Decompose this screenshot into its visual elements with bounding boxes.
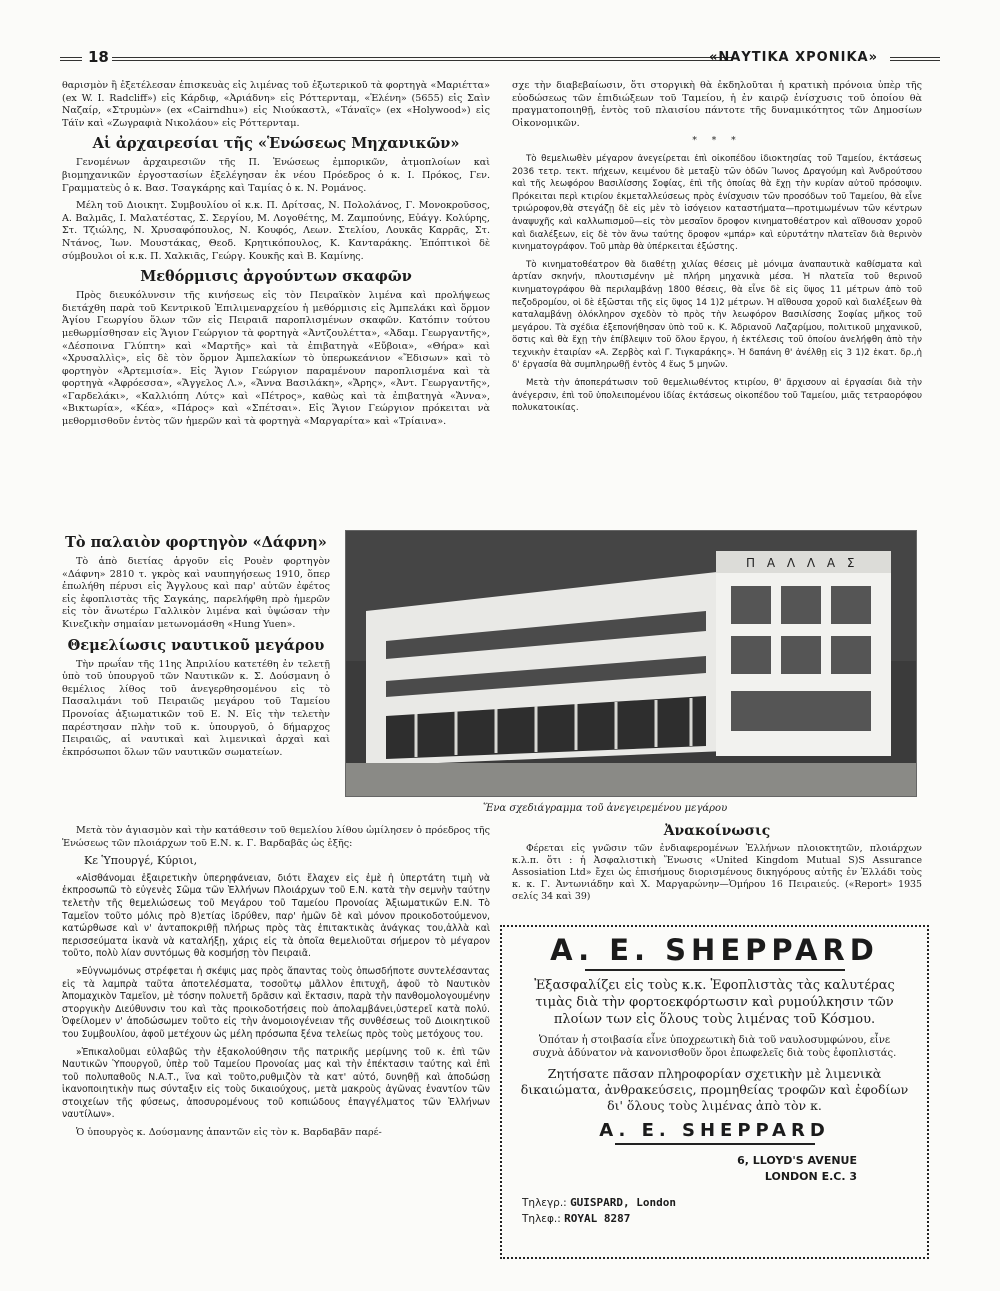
ad-text-2: Ὁπόταν ἡ στοιβασία εἶνε ὑποχρεωτικὴ διὰ τοῦ ναυλοσυμφώνου, εἶνε συχνὰ ἀδύνατον νὰ κανονισθοῦν ὅροι ἐπωφελεῖς διὰ τοὺς ἐφοπλιστάς. — [532, 1035, 897, 1059]
relocation-paragraph: Πρὸς διευκόλυνσιν τῆς κινήσεως εἰς τὸν Πειραϊκὸν λιμένα καὶ προλήψεως διετάχθη παρὰ τοῦ Κεντρικοῦ Ἐπιλιμεναρχείου ἡ μεθόρμισις εἰς Ἀμπελάκι καὶ ὅρμον Ἁγίου Γεωργίου ὅλων τῶν εἰς Πειραιᾶ παροπλισμένων σκαφῶν. Κατόπιν τούτου μεθωρμίσθησαν εἰς Ἅγιον Γεώργιον τὰ φορτηγὰ «Ἀντζουλέττα», «Ἀδαμ. Γεωργαντῆς», «Δέσποινα Γλύπτη» καὶ «Μαρτῆς» καὶ τὰ ἐπιβατηγὰ «Εὔβοια», «Θήρα» καὶ «Χρυσαλλὶς», εἰς δὲ τὸν ὅρμον Ἀμπελακίων τὸ ὑπερωκεάνιον «Ἔδισων» καὶ τὸ φορτηγὸν «Ἀρτεμισία». Εἰς Ἅγιον Γεώργιον παραμένουν παροπλισμένα καὶ τὰ φορτηγὰ «Ἀφρόεσσα», «Ἄγγελος Λ.», «Ἄννα Βασιλάκη», «Ἄρης», «Ἀντ. Γεωργαντῆς», «Γαρδελάκι», «Καλλιόπη Λύτς» καὶ «Πέτρος», καθὼς καὶ τὰ ἐπιβατηγὰ «Ἄννα», «Βικτωρία», «Κέα», «Πάρος» καὶ «Σπέτσαι». Εἰς Ἅγιον Γεώργιον πρόκειται νὰ μεθορμισθοῦν ἐντὸς τῶν ἡμερῶν καὶ τὰ φορτηγὰ «Μαργαρίτα» καὶ «Τρίαινα». — [62, 290, 490, 428]
building-drawing — [346, 531, 916, 796]
right-paragraph-1: σχε τὴν διαβεβαίωσιν, ὅτι στοργικὴ θὰ ἐκδηλοῦται ἡ κρατικὴ πρόνοια ὑπὲρ τῆς εὐοδώσεως τῶν ἐπιδιώξεων τοῦ Ταμείου, ἡ ἐν καιρῷ ἐνίσχυσις τοῦ ὁποίου θὰ πραγματοποιηθῇ, ἐντὸς τοῦ πλαισίου πάντοτε τῆς δυναμικότητος τῶν Δημοσίων Οἰκονομικῶν. — [512, 80, 922, 129]
announcement-block — [512, 822, 922, 908]
dafni-paragraph: Τὸ ἀπὸ διετίας ἀργοῦν εἰς Ρουὲν φορτηγὸν «Δάφνη» 2810 τ. γκρὸς καὶ ναυπηγήσεως 1910, ὅπερ ἐπωλήθη πέρυσι εἰς Ἄγγλους καὶ παρ' αὐτῶν ἐφέτος εἰς ἐφοπλιστὰς τῆς Σαγκάης, παρελήφθη πρὸ ἡμερῶν εἰς τὸν ἄνωτέρω Γαλλικὸν λιμένα καὶ ὑψώσαν τὴν Κινεζικὴν σημαίαν μετωνομάσθη «Hung Yuen». — [62, 556, 330, 630]
page-header — [60, 48, 940, 68]
ad-text-1: Ἐξασφαλίζει εἰς τοὺς κ.κ. Ἐφοπλιστὰς τὰς καλυτέρας τιμὰς διὰ τὴν φορτοεκφόρτωσιν καὶ ρυμούλκησιν τῶν πλοίων των εἰς ὅλους τοὺς λιμένας τοῦ Κόσμου. — [534, 978, 895, 1027]
ad-divider-2 — [615, 1143, 815, 1145]
heading-ship-relocation: Μεθόρμισις ἀργούντων σκαφῶν — [140, 268, 412, 286]
journal-title: «ΝΑΥΤΙΚΑ ΧΡΟΝΙΚΑ» — [709, 50, 878, 65]
sheppard-advertisement — [500, 925, 929, 1259]
ad-address — [502, 1153, 927, 1185]
ad-phone-label: Τηλεφ.: — [522, 1213, 561, 1225]
left-column-bottom — [62, 825, 490, 1145]
ad-divider — [585, 969, 845, 971]
speech-paragraph-3: »Ἐπικαλοῦμαι εὐλαβῶς τὴν ἐξακολούθησιν τῆς πατρικῆς μερίμνης τοῦ κ. ἐπὶ τῶν Ναυτικῶν Ὑπουργοῦ, ὑπὲρ τοῦ Ταμείου Προνοίας μας καὶ τὴν ἐπέκτασιν ταύτης καὶ ἐπὶ τοῦ πολυπαθοῦς Ν.Α.Τ., ἵνα καὶ τοῦτο,ρυθμιζὸν τὰ κατ' αὐτό, δυνηθῇ καὶ ἀποδώσῃ ἱκανοποιητικὴν πως σύνταξιν εἰς τοὺς δικαιούχους, μετὰ μακροὺς ἀγῶνας ἐναντίον τῶν στοιχείων τῆς φύσεως, ἀποσυρομένους τοῦ κοπιώδους ἐπαγγέλματος τῶν Ἑλλήνων ναυτίλων». — [62, 1046, 490, 1121]
elections-paragraph-1: Γενομένων ἀρχαιρεσιῶν τῆς Π. Ἑνώσεως ἐμπορικῶν, ἀτμοπλοίων καὶ βιομηχανικῶν ἐργοστασίων ἐξελέγησαν ἐκ νέου Πρόεδρος ὁ κ. Ι. Πρόκος, Γεν. Γραμματεὺς ὁ κ. Βασ. Τσαγκάρης καὶ Ταμίας ὁ κ. Ν. Ρομάνος. — [62, 157, 490, 194]
speech-paragraph-1: «Αἰσθάνομαι ἐξαιρετικὴν ὑπερηφάνειαν, διότι ἔλαχεν εἰς ἐμὲ ἡ ὑπερτάτη τιμὴ νὰ ἐκπροσωπῶ τὸ εὐγενὲς Σῶμα τῶν Ἑλλήνων Πλοιάρχων τοῦ Ε.Ν. κατὰ τὴν σεμνὴν ταύτην τελετὴν τῆς θεμελιώσεως τοῦ Μεγάρου τοῦ Ταμείου Προνοίας Ἀξιωματικῶν Ε.Ν. Τὸ Ταμεῖον τοῦτο μόλις πρὸ 8)ετίας ἱδρύθεν, παρ' ἡμῶν δὲ καὶ μόνον προικοδοτούμενον, κατώρθωσε καὶ ν' ἀνταποκριθῇ πλήρως πρὸς τὰς ἐπιτακτικὰς ἀνάγκας του,ἀλλὰ καὶ περισσεύματα ἱκανὰ νὰ καταλήξῃ, χάρις εἰς τὰ ὁποῖα θεμελιοῦται σήμερον τὸ μέγαρον τοῦτο, πολὺ λίαν συντόμως θὰ κοσμήσῃ τὸν Πειραιᾶ. — [62, 872, 490, 960]
left-column-narrow — [62, 530, 330, 764]
left-column-top — [62, 80, 490, 434]
heading-foundation: Θεμελίωσις ναυτικοῦ μεγάρου — [67, 636, 325, 654]
right-paragraph-2: Τὸ θεμελιωθὲν μέγαρον ἀνεγείρεται ἐπὶ οἰκοπέδου ἰδιοκτησίας τοῦ Ταμείου, ἐκτάσεως 2036 τετρ. τεκτ. πήχεων, κειμένου δὲ μεταξὺ τῶν ὁδῶν Ἴωνος Δραγούμη καὶ Ἀνδρούτσου καὶ τῆς λεωφόρου Βασιλίσσης Σοφίας, ἐπὶ τῆς ὁποίας θὰ ἔχῃ τὴν κυρίαν αὐτοῦ πρόσοψιν. Πρόκειται περὶ κτιρίου ἐκμεταλλεύσεως πρὸς ἐνίσχυσιν τῶν προσόδων τοῦ Ταμείου, θὰ εἶνε τριώροφον,θὰ στεγάζῃ δὲ εἰς μὲν τὸ ἰσόγειον καταστήματα—προτιμωμένων τῶν κέντρων ἀναψυχῆς καὶ καλλωπισμοῦ—εἰς τὸν μεσαῖον ὄροφον κινηματοθέατρον καὶ αἴθουσαν χοροῦ καὶ διαλέξεων, εἰς δὲ τὸν ἄνω ταύτης ὄροφον «μπάρ» καὶ εὐρυτάτην πλατεῖαν διὰ θερινὸν κινηματογράφον. Τοῦ μπὰρ θὰ ὑπέρκειται ἐξώστης. — [512, 153, 922, 253]
ad-brand: A. E. SHEPPARD — [550, 933, 879, 967]
building-illustration — [345, 530, 917, 797]
speech-intro: Μετὰ τὸν ἁγιασμὸν καὶ τὴν κατάθεσιν τοῦ θεμελίου λίθου ὡμίλησεν ὁ πρόεδρος τῆς Ἑνώσεως τῶν πλοιάρχων τοῦ Ε.Ν. κ. Γ. Βαρδαβᾶς ὡς ἑξῆς: — [62, 825, 490, 849]
ad-address-line-2: LONDON E.C. 3 — [764, 1170, 857, 1183]
ad-address-line-1: 6, LLOYD'S AVENUE — [737, 1154, 857, 1167]
ad-telegraph-value: GUISPARD, London — [570, 1196, 677, 1209]
right-paragraph-3: Τὸ κινηματοθέατρον θὰ διαθέτῃ χιλίας θέσεις μὲ μόνιμα ἀναπαυτικὰ καθίσματα καὶ ἀρτίαν σκηνήν, πλουτισμένην μὲ πλήρη μηχανικὰ μέσα. Ἡ πλατεῖα τοῦ θερινοῦ κινηματογράφου θὰ περιλαμβάνῃ 1800 θέσεις, θὰ εἶνε δὲ εἰς ὕψος 11 μέτρων ἀπὸ τοῦ πεζοδρομίου, οἱ δὲ ἐξῶσται τῆς εἰς ὕψος 14 1)2 μέτρων. Ἡ αἴθουσα χοροῦ καὶ διαλέξεων θὰ καταλαμβάνῃ ὁλόκληρον σχεδὸν τὸ πρὸς τὴν λεωφόρον Βασιλίσσης Σοφίας μῆκος τοῦ μεγάρου. Τὰ σχέδια ἐξεπονήθησαν ὑπὸ τοῦ κ. Κ. Ἀδριανοῦ Λαζαρίμου, πολιτικοῦ μηχανικοῦ, ὅστις καὶ θὰ ἔχῃ τὴν ἐπίβλεψιν τοῦ ὅλου ἔργου, ἡ ἐκτέλεσις τοῦ ὁποίου ἀνελήφθη ἀπὸ τὴν τεχνικὴν ἑταιρίαν «Α. Ζερβὸς καὶ Γ. Τιγκαράκης». Ἡ δαπάνη θ' ἀνέλθῃ εἰς 3 1)2 ἑκατ. δρ.,ἡ δ' ἐργασία θὰ συμπληρωθῇ ἐντὸς 4 ἕως 5 μηνῶν. — [512, 259, 922, 371]
announcement-text: Φέρεται εἰς γνῶσιν τῶν ἐνδιαφερομένων Ἑλλήνων πλοιοκτητῶν, πλοιάρχων κ.λ.π. ὅτι : ἡ Ἀσφαλιστικὴ Ἕνωσις «United Kingdom Mutual S)S Assurance Assosiation Ltd» ἔχει ὡς ἐπισήμους διορισμένους δικηγόρους αὐτῆς ἐν Ἑλλάδι τοὺς κ. κ. Γ. Ἀντωνιάδην καὶ Χ. Μαργαρώνην—Ὁμήρου 16 Πειραιεύς. («Report» 1935 σελίς 34 καὶ 39) — [512, 843, 922, 902]
speech-paragraph-2: »Εὐγνωμόνως στρέφεται ἡ σκέψις μας πρὸς ἅπαντας τοὺς ὁπωσδήποτε συντελέσαντας εἰς τὰ λαμπρὰ ταῦτα ἀποτελέσματα, τοσοῦτῳ μᾶλλον ἐπιτυχῆ, ἀφοῦ τὸ Ναυτικὸν Ἀπομαχικὸν Ταμεῖον, μὲ τόσην πολυετῆ δρᾶσιν καὶ ἔκτασιν, παρὰ τὴν πανθομολογουμένην στοργικὴν Διεύθυνσιν του καὶ τὰς προικοδοτήσεις ποὺ ἀπολαμβάνει,ὑστερεῖ κατὰ πολύ. Ὀφείλομεν ν' ἀποδώσωμεν τοῦτο εἰς τὴν ἀνομοιογένειαν τῆς συνθέσεως τοῦ Διοικητικοῦ του Συμβουλίου, ἀφοῦ μετέχουν ὡς μέλη πρόσωπα ξένα τελείως πρὸς τοὺς μετόχους του. — [62, 965, 490, 1040]
speech-salutation: Κε Ὑπουργέ, Κύριοι, — [84, 854, 198, 868]
section-separator: * * * — [692, 136, 742, 147]
intro-paragraph: θαρισμὸν ἢ ἐξετέλεσαν ἐπισκευὰς εἰς λιμένας τοῦ ἐξωτερικοῦ τὰ φορτηγὰ «Μαριέττα» (ex W. I. Radcliff») εἰς Κάρδιφ, «Ἀριάδνη» εἰς Ρόττερνταμ, «Ἑλένη» (5655) εἰς Σαὶν Ναζαίρ, «Στρυμὼν» (ex «Cairndhu») εἰς Νιούκαστλ, «Τάναϊς» (ex «Holywood») εἰς Τάϊν καὶ «Ζωγραφιὰ Νικολάου» εἰς Ρόττερνταμ. — [62, 80, 490, 129]
heading-elections: Αἱ ἀρχαιρεσίαι τῆς «Ἑνώσεως Μηχανικῶν» — [92, 135, 460, 153]
ad-telegraph-label: Τηλεγρ.: — [522, 1197, 567, 1209]
foundation-paragraph: Τὴν πρωΐαν τῆς 11ης Ἀπριλίου κατετέθη ἐν τελετῇ ὑπὸ τοῦ ὑπουργοῦ τῶν Ναυτικῶν κ. Σ. Δούσμανη ὁ θεμέλιος λίθος τοῦ ἀνεγερθησομένου εἰς τὸ Πασαλιμάνι τοῦ Πειραιῶς μεγάρου τοῦ Ταμείου Προνοίας ἀξιωματικῶν τοῦ Ε. Ν. Εἰς τὴν τελετὴν παρέστησαν πλὴν τοῦ κ. ὑπουργοῦ, ὁ δήμαρχος Πειραιῶς, αἱ ναυτικαὶ καὶ λιμενικαὶ ἀρχαὶ καὶ ἐκπρόσωποι ὅλων τῶν ναυτικῶν σωματείων. — [62, 658, 330, 758]
ad-brand-secondary: A. E. SHEPPARD — [599, 1120, 830, 1141]
ad-contacts — [502, 1195, 927, 1227]
figure-caption: Ἕνα σχεδιάγραμμα τοῦ ἀνεγειρεμένου μεγάρου — [483, 803, 728, 814]
building-sign: Π Α Λ Λ Α Σ — [746, 556, 859, 570]
closing-line: Ὁ ὑπουργὸς κ. Δούσμανης ἀπαντῶν εἰς τὸν κ. Βαρδαβᾶν παρέ- — [76, 1127, 382, 1139]
right-column-top — [512, 80, 922, 420]
right-paragraph-4: Μετὰ τὴν ἀποπεράτωσιν τοῦ θεμελιωθέντος κτιρίου, θ' ἄρχισουν αἱ ἐργασίαι διὰ τὴν ἀνέγερσιν, ἐπὶ τοῦ ὑπολειπομένου ἰδίας ἐκτάσεως οἰκοπέδου τοῦ Ταμείου, μιᾶς τετραορόφου πολυκατοικίας. — [512, 378, 922, 414]
page-number: 18 — [88, 48, 109, 66]
announcement-heading: Ἀνακοίνωσις — [663, 823, 771, 839]
ad-text-3: Ζητήσατε πᾶσαν πληροφορίαν σχετικὴν μὲ λιμενικὰ δικαιώματα, ἀνθρακεύσεις, προμηθείας τροφῶν καὶ ἐφοδίων δι' ὅλους τοὺς λιμένας ἀπὸ τὸν κ. — [520, 1066, 909, 1113]
ad-phone-value: ROYAL 8287 — [564, 1212, 631, 1225]
heading-dafni: Τὸ παλαιὸν φορτηγὸν «Δάφνη» — [65, 534, 327, 551]
elections-paragraph-2: Μέλη τοῦ Διοικητ. Συμβουλίου οἱ κ.κ. Π. Δρίτσας, Ν. Πολολάνος, Γ. Μονοκροῦσος, Α. Βαλμᾶς, Ι. Μαλατέστας, Σ. Σεργίου, Μ. Λογοθέτης, Μ. Ζαμπούνης, Εὐάγγ. Κολύρης, Στ. Τζιώλης, Ν. Χρυσαφόπουλος, Ν. Κουφός, Λεων. Στελίου, Λουκᾶς Καρρᾶς, Στ. Ντάνος, Ἰων. Μουστάκας, Θεοδ. Κρητικόπουλος, Κ. Κανταράκης. Ἐπόπτικοὶ δὲ σύμβουλοι οἱ κ.κ. Π. Χαλκιᾶς, Γεώργ. Κουκῆς καὶ Β. Καμίνης. — [62, 200, 490, 262]
